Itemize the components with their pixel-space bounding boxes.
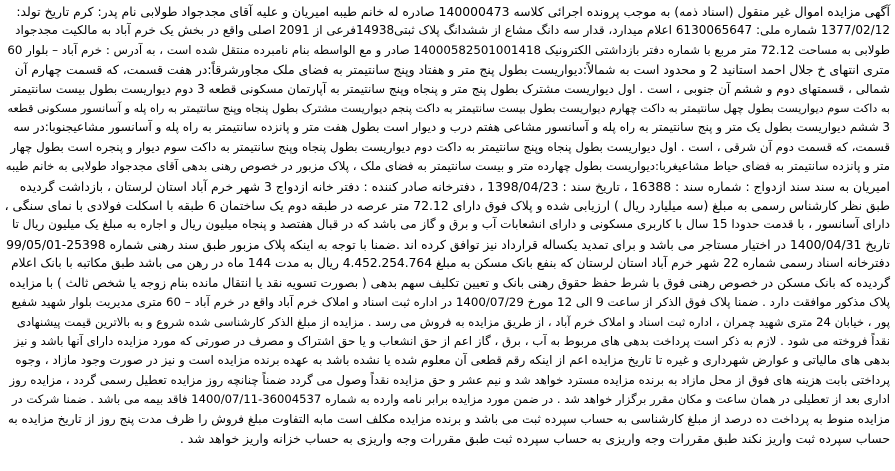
notice-line: حساب سپرده ثبت واریز نکند طبق مقررات وجه واریزی به حساب سپرده ثبت طبق مقررات وجه واریزی به حساب خزانه واریز خواهد شد . [179, 430, 890, 446]
notice-line: اداری بعد از تعطیلی در همان ساعت و مکان مقرر برگزار خواهد شد . در ضمن مورد مزایده برابر نامه وارده به شماره 36004537-1400/07/11 فاقد بیمه می باشد . ضمنا شرکت در [11, 392, 890, 407]
notice-line: بدهی های مالیاتی و عوارض شهرداری و غیره تا تاریخ مزایده اعم از اینکه رقم قطعی آن معلوم شده یا نشده باشد به عهده برنده مزایده است و نیز در صورت وجود مازاد ، وجوه [15, 353, 890, 368]
notice-line: به داکت سوم دیواریست بطول چهل سانتیمتر به داکت چهارم دیواریست بطول بیست سانتیمتر به داکت پنجم دیواریست مشترک بطول پنجاه وپنج سانتیمتر به راه پله و آسانسور مسکونی قطعه [7, 102, 890, 116]
notice-line: شمالی ، قسمتهای دوم و ششم آن جنوبی ، است . اول دیواریست مشترک بطول پنج متر و پنجاه وپنج سانتیمتر به آپارتمان مسکونی قطعه 3 دوم دیواریست بطول بیست سانتیمتر [10, 81, 890, 96]
notice-line: دفترخانه اسناد رسمی شماره 22 شهر خرم آباد استان لرستان که بنفع بانک مسکن به مبلغ 4.452.254.764 ریال به مدت 144 ماه در رهن می باشد طبق مکاتبه با بانک اعلام [11, 256, 890, 271]
notice-line: پور ، خیابان 24 متری شهید چمران ، اداره ثبت اسناد و املاک خرم آباد ، از طریق مزایده به فروش می رسد . مزایده از مبلغ الذکر کارشناسی شده شروع و به بالاترین قیمت پیشنهادی [16, 314, 890, 329]
notice-line: طبق نظر کارشناس رسمی به مبلغ (سه میلیارد ریال ) ارزیابی شده و پلاک فوق دارای 72.12 متر عرصه در طبقه دوم یک ساختمان 6 طبقه با اسکلت فولادی با نمای سنگی ، [4, 198, 890, 214]
notice-line: گردیده که بانک مسکن در خصوص رهنی فوق با شرط حفظ حقوق رهنی بانک و تعیین تکلیف سهم بدهی ( بصورت تسویه نقد یا انتقال مانده بنام زوجه یا شخص ثالث ) با مزایده [9, 275, 890, 290]
notice-line: پرداختی بابت هزینه های فوق از محل مازاد به برنده مزایده مسترد خواهد شد و نیم عشر و حق مزایده نقداً وصول می گردد ضمناً چنانچه روز مزایده تعطیل رسمی گردد ، مزایده روز [9, 372, 890, 387]
notice-line: طولابی به مساحت 72.12 متر مربع با شماره دفتر بازداشتی الکترونیک 14000582501001418 صادر و مع الواسطه بنام نامبرده منتقل شده است ، به آدرس : خرم آباد – بلوار 60 [7, 42, 890, 57]
notice-line: 3 ششم دیواریست بطول یک متر و پنج سانتیمتر به راه پله و آسانسور مشاعی هفتم درب و دیوار است بطول هفت متر و پانزده سانتیمتر به راه پله و آسانسور مشاعیجنوبا:در سه [13, 120, 890, 135]
notice-line: پلاک مذکور موافقت دارد . ضمنا پلاک فوق الذکر از ساعت 9 الی 12 مورخ 1400/07/29 در اداره ثبت اسناد و املاک خرم آباد واقع در خرم آباد – 60 متری مدیریت بلوار شهید شفیع [11, 295, 890, 310]
notice-line: نقداً فروخته می شود . لازم به ذکر است پرداخت بدهی های مربوط به آب ، برق ، گاز اعم از حق انشعاب و یا حق اشتراک و مصرف در صورتی که مورد مزایده دارای آنها باشد و نیز [14, 333, 890, 348]
notice-line: قسمت، که قسمت دوم آن شرقی ، است . اول دیواریست بطول پنجاه وپنج سانتیمتر به داکت دوم دیواریست بطول پنجاه وپنج سانتیمتر به داکت سوم دیوار و پنجره است بطول چهار [10, 139, 890, 154]
notice-line: دارای آسانسور ، با قدمت حدودا 15 سال با کاربری مسکونی و دارای انشعابات آب و برق و گاز می باشد که در قبال هفتصد و پنجاه میلیون ریال و اجاره به مبلغ یک میلیون ریال تا [11, 217, 890, 232]
notice-line: مزایده منوط به پرداخت ده درصد از مبلغ کارشناسی به حساب سپرده ثبت می باشد و برنده مزایده مکلف است مابه التفاوت مبلغ فروش را ظرف مدت پنج روز از تاریخ مزایده به [7, 411, 890, 426]
notice-line: متری انتهای خ جلال احمد استانید 2 و محدود است به شمالاً:دیواریست بطول پنج متر و هفتاد وپنج سانتیمتر به فضای ملک مجاورشرقاً:در هفت قسمت، که قسمت چهارم آن [14, 62, 890, 78]
notice-line: آگهی مزایده اموال غیر منقول (اسناد ذمه) به موجب پرونده اجرائی کلاسه 140000473 صادره له خانم طیبه امیریان و علیه آقای مجدجواد طولابی نام پدر: کرم تاریخ تولد: [16, 4, 890, 19]
notice-line: تاریخ 1400/04/31 در اختیار مستاجر می باشد و برای تمدید یکساله قرارداد نیز توافق کرده اند .ضمنا با توجه به اینکه پلاک مزبور طبق سند رهنی شماره 25398-99/05/01 [6, 236, 890, 252]
notice-line: متر و پانزده سانتیمتر به فضای حیاط مشاعیغربا:دیواریست بطول چهارده متر و بیست سانتیمتر به فضای ملک ، پلاک مزبور در خصوص رهنی بدهی آقای مجدجواد طولابی به خانم طیبه [5, 159, 890, 174]
notice-line: امیریان به سند سند ازدواج : شماره سند : 16388 ، تاریخ سند : 1398/04/23 ، دفترخانه صادر کننده : دفتر خانه ازدواج 3 شهر خرم آباد استان لرستان ، بازداشت گردیده [19, 178, 890, 194]
notice-line: 1377/02/12 شماره ملی: 6130065647 اعلام میدارد، قدار سه دانگ مشاع از ششدانگ پلاک ثبتی14938فرعی از 2091 اصلی واقع در بخش یک خرم آباد به مالکیت مجدجواد [15, 23, 890, 38]
